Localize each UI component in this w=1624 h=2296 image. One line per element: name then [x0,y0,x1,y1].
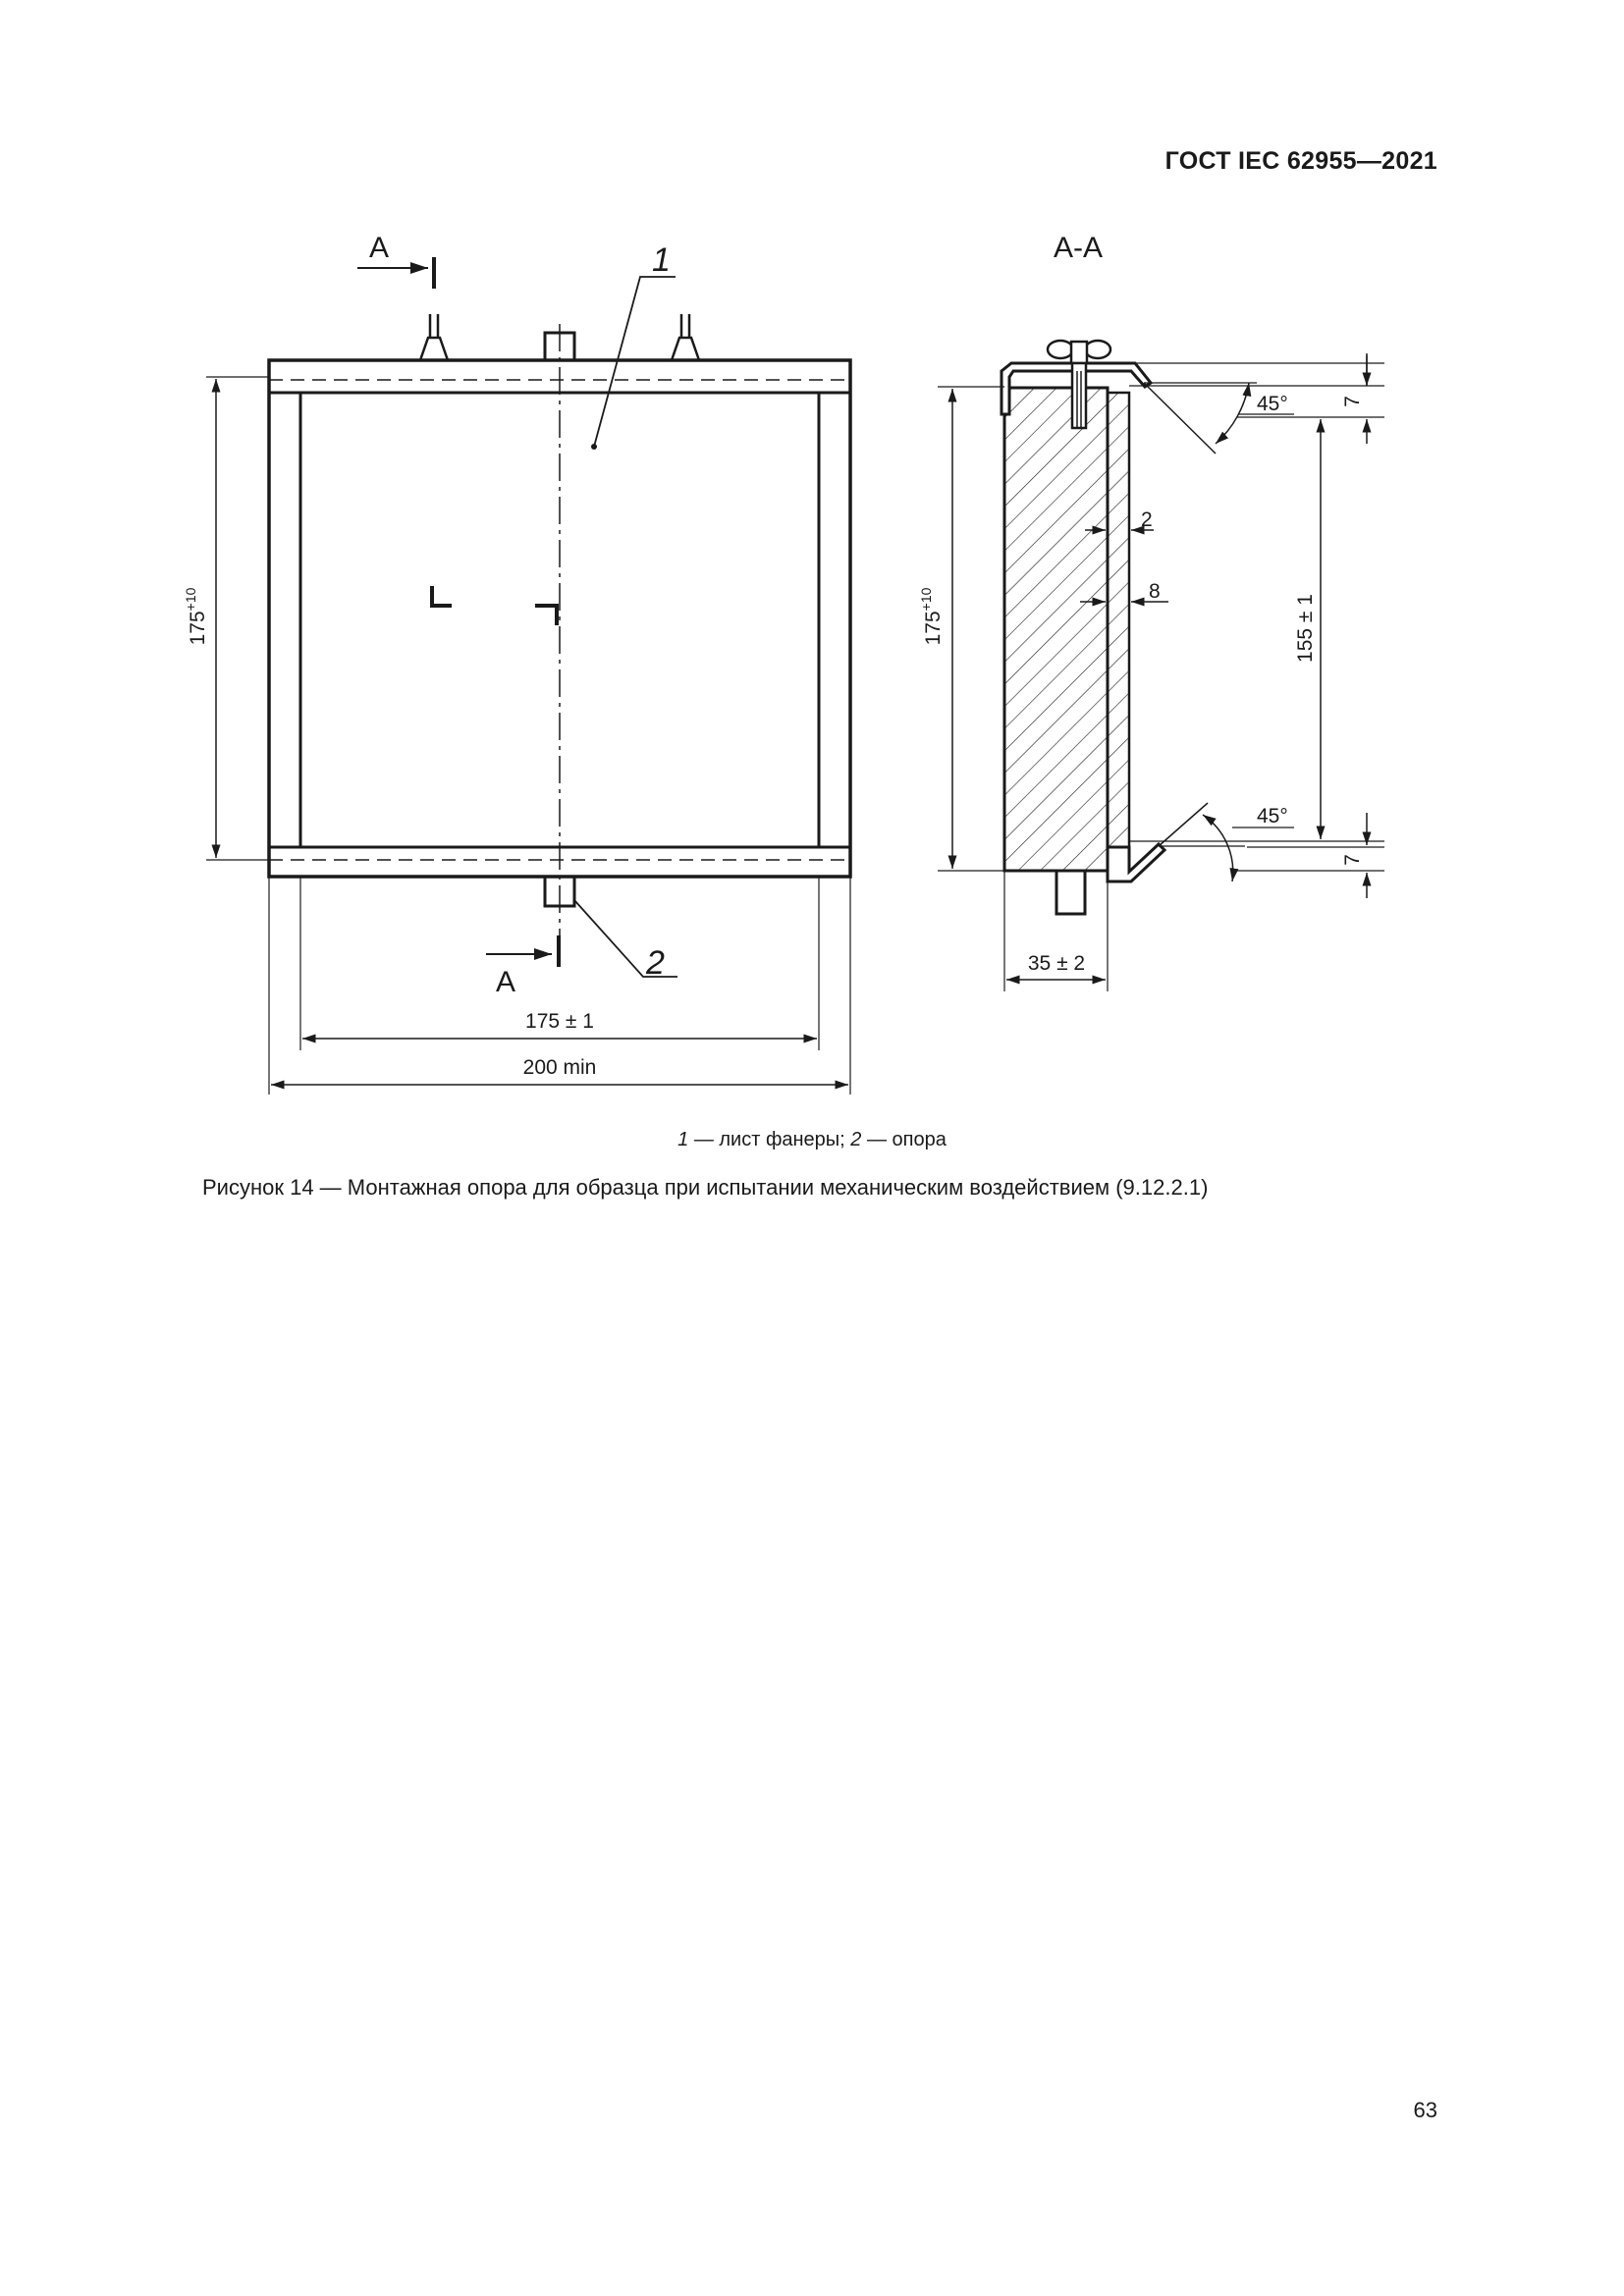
angle-arc-bottom [1203,815,1233,881]
dim-lip-top-label [1341,396,1364,407]
front-view [206,257,850,1095]
wing-screw-right [672,314,699,360]
legend-num-1: 1 [677,1129,689,1150]
dim-inner-width-label: 175 ± 1 [525,1010,594,1033]
support-tab-section [1056,871,1085,914]
legend-text-2: — опора [861,1129,947,1150]
thin-sheet [1108,393,1129,871]
dim-height-front-label [183,587,209,645]
angle-top-label: 45° [1257,393,1288,415]
callout-2: 2 [646,944,665,982]
legend-num-2: 2 [850,1129,862,1150]
dim-depth-label: 35 ± 2 [1027,952,1086,975]
dim-lip-bottom-label [1341,854,1364,866]
figure-caption: Рисунок 14 — Монтажная опора для образца при испытании механическим воздействием (9.12.2.1) [202,1175,1209,1200]
section-label-top: А [369,232,390,264]
svg-text:175+10 [183,587,209,645]
section-mark-left [432,586,452,606]
dim-height-section-value: 175 [922,611,945,646]
wing-screw-left [420,314,448,360]
dim-clamp-span-text: 155 ± 1 [1294,594,1317,663]
standard-header: ГОСТ IEC 62955—2021 [1164,147,1437,175]
clamp-bottom [1108,844,1164,881]
page-number: 63 [1413,2098,1437,2122]
plywood-section [1004,388,1108,871]
dim-clamp-span-label [1294,594,1317,663]
angle-arc-top [1216,383,1249,444]
legend-text-1: — лист фанеры; [688,1129,851,1150]
dim-height-tolerance: +10 [183,587,198,612]
dim-outer-width-label: 200 min [522,1056,597,1079]
dim-thickness-label: 8 [1149,580,1161,603]
dim-height-section-label [918,587,945,645]
section-view-title: А-А [1053,232,1104,264]
dim-gap-label: 2 [1141,508,1153,531]
section-label-bottom: А [496,966,516,998]
callout-1: 1 [652,241,671,279]
angle-bottom-label: 45° [1257,805,1288,828]
dim-lip-bottom-text: 7 [1341,854,1364,866]
svg-text:175+10 [918,587,945,645]
dim-lip-top-text: 7 [1341,396,1364,407]
section-view [938,341,1384,991]
section-mark-right [535,606,557,625]
dim-height-value: 175 [187,611,209,646]
figure-legend [0,1129,1624,1151]
dim-height-section-tolerance: +10 [918,587,934,612]
